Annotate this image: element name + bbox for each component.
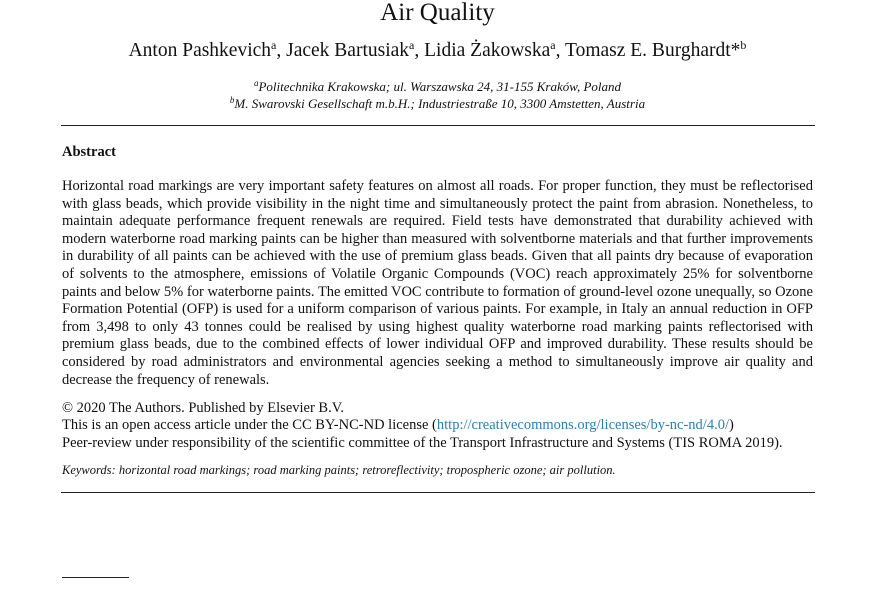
- author: Tomasz E. Burghardt*: [565, 40, 741, 61]
- affiliation-line: [0, 95, 875, 112]
- license-line: [62, 417, 813, 434]
- affiliations: [0, 78, 875, 112]
- author: Anton Pashkevich: [128, 40, 272, 61]
- affiliation-mark: b: [229, 95, 235, 105]
- author-affiliation-mark: b: [740, 38, 747, 52]
- affiliation-text: M. Swarovski Gesellschaft m.b.H.; Industriestraße 10, 3300 Amstetten, Austria: [234, 96, 646, 111]
- affiliation-line: [0, 78, 875, 95]
- author-separator: ,: [276, 40, 287, 61]
- author-separator: ,: [414, 40, 425, 61]
- license-suffix: ): [728, 417, 734, 434]
- peer-review-line: Peer-review under responsibility of the scientific committee of the Transport Infrastructure and Systems (TIS ROMA 2019).: [62, 434, 783, 451]
- author-affiliation-mark: a: [550, 38, 556, 52]
- author-affiliation-mark: a: [409, 38, 415, 52]
- abstract-body: Horizontal road markings are very important safety features on almost all roads. For proper function, they must be reflectorised with glass beads, which provide visibility in the night time and simultaneously protect the paint from abrasion. Nonetheless, to maintain adequate performance frequent renewals are required. Field tests have demonstrated that durability achieved with modern waterborne road marking paints can be higher than measured with solventborne materials and that further improvements in durability of all paints can be achieved with the use of premium glass beads. Given that all paints dry because of evaporation of solvents to the atmosphere, emissions of Volatile Organic Compounds (VOC) reach approximately 25% for solventborne paints and below 5% for waterborne paints. The emitted VOC contribute to formation of ground-level ozone unequally, so Ozone Formation Potential (OFP) is used for a uniform comparison of various paints. For example, in Italy an annual reduction in OFP from 3,498 to only 43 tonnes could be realised by using highest quality waterborne road marking paints reflectorised with premium glass beads, due to the combined effects of lower individual OFP and improved durability. These results should be considered by road administrators and environmental agencies seeking a method to simultaneously improve air quality and decrease the frequency of renewals.: [62, 178, 813, 388]
- author-affiliation-mark: a: [271, 38, 277, 52]
- author: Lidia Żakowska: [424, 40, 551, 61]
- abstract-heading: Abstract: [62, 144, 116, 160]
- footer-divider: [61, 492, 815, 493]
- license-prefix: This is an open access article under the CC BY-NC-ND license (: [62, 417, 437, 434]
- header-divider: [61, 125, 815, 126]
- author-separator: ,: [555, 40, 566, 61]
- author: Jacek Bartusiak: [286, 40, 410, 61]
- copyright-line: © 2020 The Authors. Published by Elsevier B.V.: [62, 400, 344, 416]
- license-link[interactable]: http://creativecommons.org/licenses/by-nc-nd/4.0/: [436, 417, 729, 434]
- footnote-divider: [62, 577, 129, 578]
- affiliation-text: Politechnika Krakowska; ul. Warszawska 24, 31-155 Kraków, Poland: [258, 79, 622, 94]
- author-list: [0, 39, 875, 63]
- paper-title: Air Quality: [380, 0, 495, 26]
- affiliation-mark: a: [253, 78, 259, 88]
- article-notes: [62, 400, 813, 452]
- keywords: Keywords: horizontal road markings; road marking paints; retroreflectivity; tropospheric ozone; air pollution.: [62, 463, 616, 477]
